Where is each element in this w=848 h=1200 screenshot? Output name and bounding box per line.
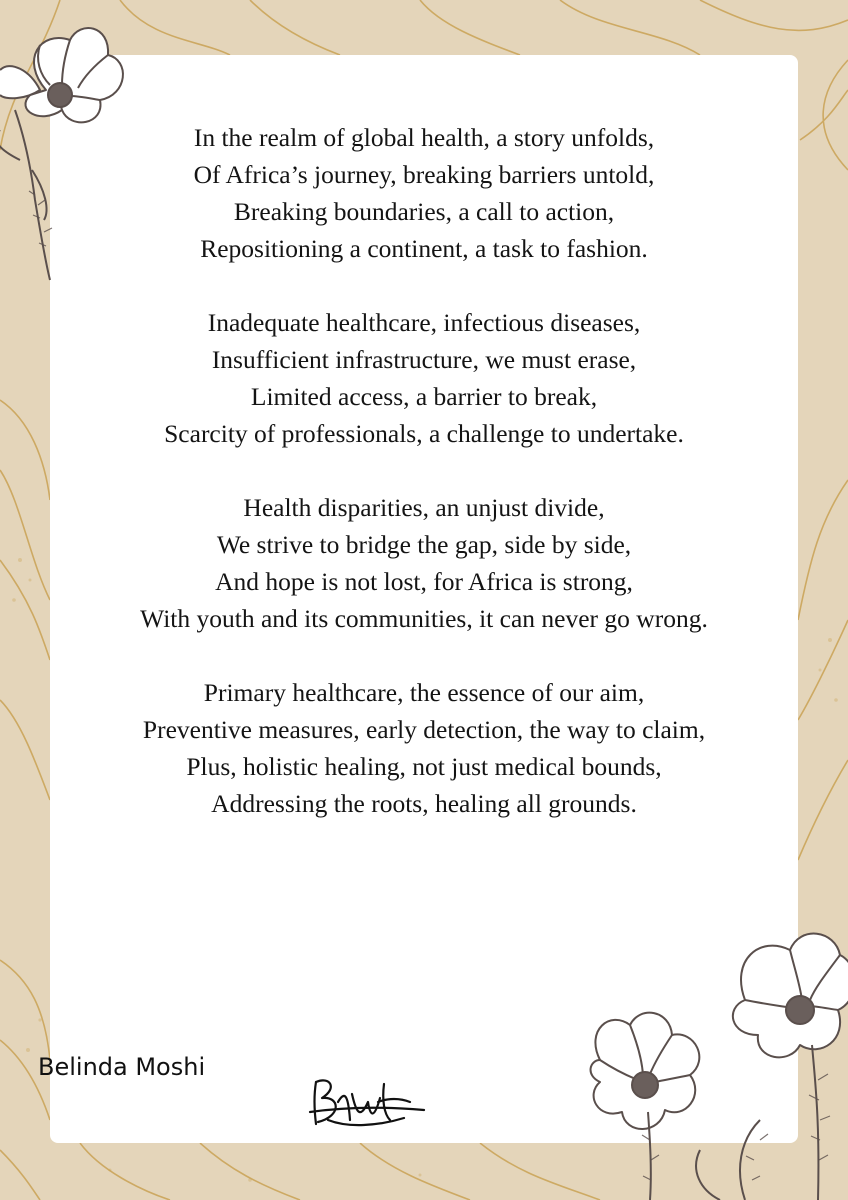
signature-mark: [308, 1072, 426, 1136]
poem-line: Scarcity of professionals, a challenge to undertake.: [164, 419, 684, 448]
poem-line: Insufficient infrastructure, we must erase,: [211, 345, 637, 374]
poem-line: Of Africa’s journey, breaking barriers untold,: [193, 160, 655, 189]
poem-card: [50, 55, 798, 1143]
poem-line: Primary healthcare, the essence of our aim,: [203, 678, 645, 707]
poem-line: Inadequate healthcare, infectious diseases,: [207, 308, 641, 337]
poem-line: Preventive measures, early detection, the way to claim,: [142, 715, 706, 744]
poem-line: Repositioning a continent, a task to fashion.: [200, 234, 648, 263]
stanza-4: [50, 674, 798, 822]
author-name: Belinda Moshi: [38, 1053, 206, 1081]
poem-line: Limited access, a barrier to break,: [250, 382, 598, 411]
poem-line: In the realm of global health, a story unfolds,: [193, 123, 655, 152]
stanza-2: [50, 304, 798, 452]
poem-line: And hope is not lost, for Africa is strong,: [215, 567, 633, 596]
poem-line: Plus, holistic healing, not just medical bounds,: [186, 752, 662, 781]
poem-line: Addressing the roots, healing all grounds.: [211, 789, 637, 818]
stanza-1: [50, 119, 798, 267]
poem-line: Health disparities, an unjust divide,: [243, 493, 605, 522]
poem-line: With youth and its communities, it can never go wrong.: [140, 604, 708, 633]
stanza-3: [50, 489, 798, 637]
poem: [50, 119, 798, 859]
poem-line: Breaking boundaries, a call to action,: [233, 197, 615, 226]
poem-line: We strive to bridge the gap, side by side,: [216, 530, 632, 559]
